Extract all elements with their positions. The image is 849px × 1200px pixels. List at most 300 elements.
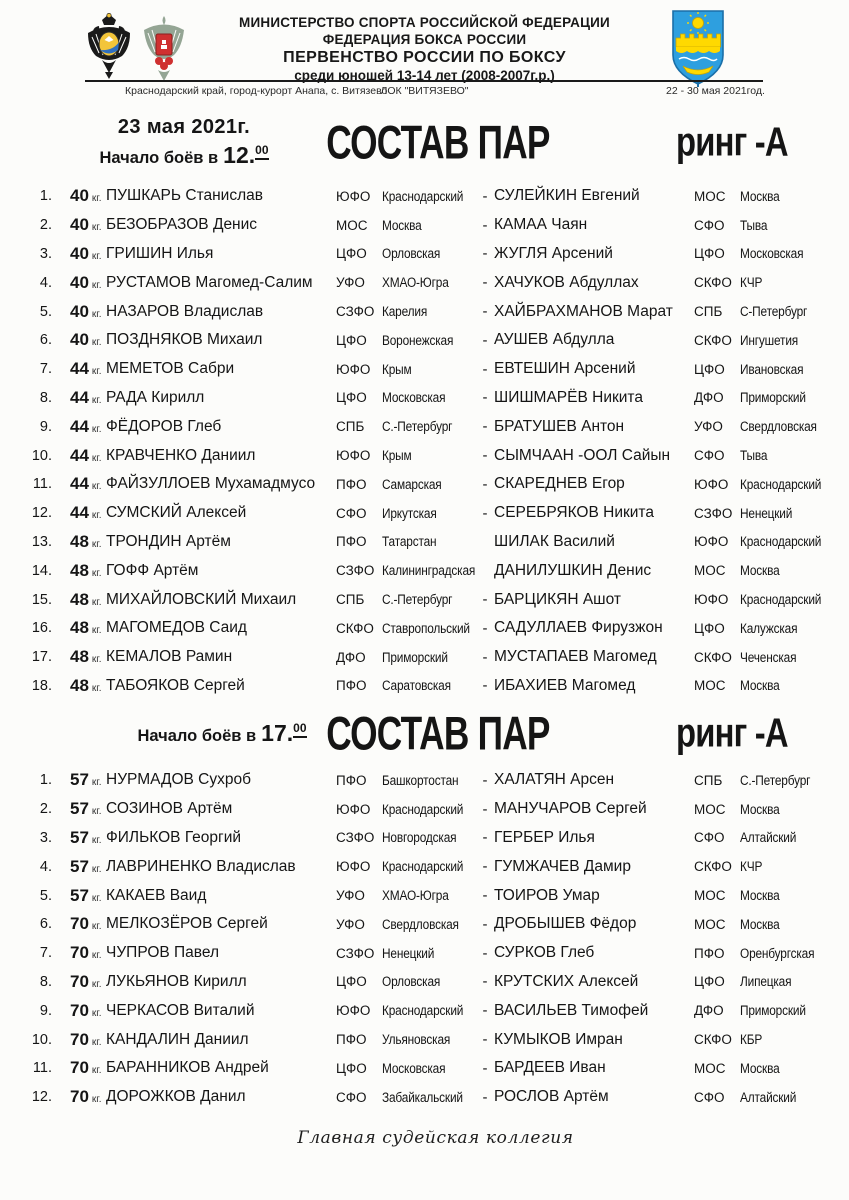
red-region-area: С.-Петербург (382, 419, 453, 435)
session-start-time (99, 142, 268, 169)
federation-title-block (175, 15, 674, 84)
weight-value: 70 (70, 1087, 89, 1107)
blue-corner-name: СУРКОВ Глеб (494, 944, 595, 962)
blue-corner-region (694, 506, 846, 521)
bout-row (26, 795, 849, 824)
bout-row (26, 643, 849, 672)
weight-value: 48 (70, 589, 89, 609)
bout-row (26, 824, 849, 853)
bout-number: 5. (39, 303, 52, 320)
blue-region-code: ДФО (694, 390, 724, 406)
session-morning (0, 102, 849, 700)
versus-dash: - (482, 274, 488, 292)
blue-corner-name: ДРОБЫШЕВ Фёдор (494, 915, 637, 933)
blue-region-code: СФО (694, 830, 725, 846)
blue-region-area: Липецкая (740, 974, 792, 990)
red-corner-name: ЧУПРОВ Павел (106, 944, 219, 962)
red-region-code: ЮФО (336, 801, 371, 817)
weight-value: 48 (70, 647, 89, 667)
red-corner-name: ЧЕРКАСОВ Виталий (106, 1001, 255, 1019)
blue-region-code: ЦФО (694, 246, 725, 262)
red-region-code: ПФО (336, 1032, 367, 1048)
red-corner-region (336, 304, 476, 319)
blue-corner-region (694, 448, 846, 463)
weight-value: 44 (70, 474, 89, 494)
weight-unit: кг. (91, 921, 102, 933)
red-corner-name: КРАВЧЕНКО Даниил (106, 446, 256, 464)
weight-unit: кг. (91, 250, 102, 262)
weight-unit: кг. (91, 682, 102, 694)
blue-region-area: Ингушетия (740, 332, 799, 348)
weight-unit: кг. (91, 366, 102, 378)
weight-unit: кг. (91, 481, 102, 493)
red-corner-name: КАКАЕВ Ваид (106, 886, 207, 904)
bouts-list-morning (0, 182, 849, 700)
weight-unit: кг. (91, 806, 102, 818)
blue-region-code: МОС (694, 916, 726, 932)
blue-corner-name: СУЛЕЙКИН Евгений (494, 187, 640, 205)
blue-region-area: Тыва (740, 448, 768, 464)
red-region-area: Московская (382, 390, 446, 406)
weight-category (52, 676, 106, 696)
blue-corner-region (694, 678, 846, 693)
blue-corner-region (694, 333, 846, 348)
weight-unit: кг. (91, 863, 102, 875)
red-corner-name: ФАЙЗУЛЛОЕВ Мухамадмусо (106, 475, 316, 493)
weight-category (52, 886, 106, 906)
red-region-area: Приморский (382, 649, 448, 665)
blue-corner-region (694, 592, 846, 607)
weight-unit: кг. (91, 834, 102, 846)
versus-dash: - (482, 1088, 488, 1106)
red-corner-name: МИХАЙЛОВСКИЙ Михаил (106, 590, 297, 608)
weight-unit: кг. (91, 777, 102, 789)
weight-category (52, 1001, 106, 1021)
weight-category (52, 1058, 106, 1078)
blue-corner-name: РОСЛОВ Артём (494, 1088, 609, 1106)
weight-category (52, 857, 106, 877)
blue-region-area: Москва (740, 188, 780, 204)
blue-region-area: Москва (740, 678, 780, 694)
championship-title: ПЕРВЕНСТВО РОССИИ ПО БОКСУ (283, 49, 566, 66)
red-region-code: ЮФО (336, 361, 371, 377)
weight-unit: кг. (91, 394, 102, 406)
bout-number: 8. (39, 389, 52, 406)
blue-corner-name: БАРЦИКЯН Ашот (494, 590, 621, 608)
versus-dash: - (482, 331, 488, 349)
weight-unit: кг. (91, 452, 102, 464)
red-corner-region (336, 974, 476, 989)
red-corner-region (336, 859, 476, 874)
blue-corner-region (694, 888, 846, 903)
event-location: Краснодарский край, город-курорт Анапа, с. Витязево (125, 85, 388, 97)
blue-region-code: СКФО (694, 859, 732, 875)
blue-corner-name: ШИШМАРЁВ Никита (494, 388, 643, 406)
blue-corner-name: МУСТАПАЕВ Магомед (494, 648, 657, 666)
blue-corner-name: ДАНИЛУШКИН Денис (494, 561, 652, 579)
red-corner-name: ТРОНДИН Артём (106, 532, 231, 550)
weight-category (52, 215, 106, 235)
blue-corner-region (694, 189, 846, 204)
weight-category (52, 914, 106, 934)
weight-value: 48 (70, 560, 89, 580)
red-corner-region (336, 1090, 476, 1105)
blue-region-area: Москва (740, 563, 780, 579)
weight-category (52, 503, 106, 523)
red-region-area: С.-Петербург (382, 592, 453, 608)
red-corner-name: РАДА Кирилл (106, 388, 205, 406)
red-region-area: Калининградская (382, 563, 476, 579)
blue-corner-name: ИБАХИЕВ Магомед (494, 676, 636, 694)
red-region-area: Татарстан (382, 534, 437, 550)
blue-corner-name: СЫМЧААН -ООЛ Сайын (494, 446, 671, 464)
weight-category (52, 943, 106, 963)
red-corner-region (336, 333, 476, 348)
red-region-area: Ставропольский (382, 620, 470, 636)
session-morning-header (0, 102, 849, 182)
red-region-code: УФО (336, 888, 365, 904)
red-region-area: Краснодарский (382, 801, 464, 817)
red-corner-name: ДОРОЖКОВ Данил (106, 1088, 246, 1106)
bout-number: 12. (31, 1089, 52, 1106)
blue-corner-name: ХАЛАТЯН Арсен (494, 771, 615, 789)
red-region-area: Московская (382, 1060, 446, 1076)
red-corner-region (336, 1003, 476, 1018)
bout-row (26, 412, 849, 441)
red-corner-region (336, 650, 476, 665)
weight-value: 40 (70, 186, 89, 206)
blue-region-area: КБР (740, 1032, 763, 1048)
versus-dash: - (482, 677, 488, 695)
weight-unit: кг. (91, 279, 102, 291)
versus-dash: - (482, 1059, 488, 1077)
red-region-code: ПФО (336, 534, 367, 550)
blue-corner-region (694, 563, 846, 578)
red-region-code: ЦФО (336, 1060, 367, 1076)
blue-corner-name: МАНУЧАРОВ Сергей (494, 800, 647, 818)
red-corner-region (336, 506, 476, 521)
red-corner-region (336, 917, 476, 932)
blue-corner-region (694, 477, 846, 492)
blue-region-area: С-Петербург (740, 304, 808, 320)
weight-category (52, 330, 106, 350)
versus-dash: - (482, 973, 488, 991)
weight-category (52, 186, 106, 206)
weight-value: 70 (70, 914, 89, 934)
weight-value: 44 (70, 416, 89, 436)
red-corner-region (336, 946, 476, 961)
red-corner-name: НУРМАДОВ Сухроб (106, 771, 251, 789)
bout-number: 9. (39, 1002, 52, 1019)
red-corner-region (336, 592, 476, 607)
red-corner-name: ГОФФ Артём (106, 561, 199, 579)
versus-dash: - (482, 360, 488, 378)
red-corner-region (336, 802, 476, 817)
blue-corner-region (694, 802, 846, 817)
red-corner-name: БЕЗОБРАЗОВ Денис (106, 216, 258, 234)
versus-dash: - (482, 245, 488, 263)
blue-region-code: ЮФО (694, 592, 729, 608)
red-region-code: ЦФО (336, 390, 367, 406)
blue-region-code: СКФО (694, 332, 732, 348)
start-hour: 17. (261, 719, 294, 746)
weight-unit: кг. (91, 625, 102, 637)
weight-value: 48 (70, 531, 89, 551)
versus-dash: - (482, 216, 488, 234)
versus-dash: - (482, 504, 488, 522)
red-corner-name: БАРАННИКОВ Андрей (106, 1059, 269, 1077)
blue-region-code: МОС (694, 563, 726, 579)
weight-value: 44 (70, 445, 89, 465)
red-corner-name: ГРИШИН Илья (106, 244, 214, 262)
bout-row (26, 326, 849, 355)
weight-unit: кг. (91, 222, 102, 234)
blue-corner-name: САДУЛЛАЕВ Фирузжон (494, 619, 663, 637)
bout-row (26, 441, 849, 470)
bout-number: 13. (31, 533, 52, 550)
weight-category (52, 446, 106, 466)
red-region-area: Свердловская (382, 916, 459, 932)
bouts-list-evening (0, 766, 849, 1112)
session-evening (0, 700, 849, 1112)
weight-category (52, 618, 106, 638)
blue-region-area: Москва (740, 1060, 780, 1076)
red-region-code: СФО (336, 1089, 367, 1105)
weight-value: 57 (70, 799, 89, 819)
weight-category (52, 302, 106, 322)
pairs-title: СОСТАВ ПАР (325, 115, 550, 169)
blue-corner-name: БАРДЕЕВ Иван (494, 1059, 606, 1077)
bout-row (26, 1083, 849, 1112)
red-region-code: ПФО (336, 476, 367, 492)
red-region-code: СКФО (336, 620, 374, 636)
bout-row (26, 470, 849, 499)
event-location-row (0, 85, 849, 100)
weight-category (52, 1030, 106, 1050)
bout-row (26, 996, 849, 1025)
weight-value: 44 (70, 387, 89, 407)
red-corner-name: ЛУКЬЯНОВ Кирилл (106, 972, 247, 990)
weight-unit: кг. (91, 510, 102, 522)
ring-label: ринг -А (676, 118, 788, 165)
bout-number: 6. (39, 332, 52, 349)
weight-unit: кг. (91, 567, 102, 579)
weight-category (52, 561, 106, 581)
blue-region-code: МОС (694, 678, 726, 694)
weight-unit: кг. (91, 423, 102, 435)
bout-number: 4. (39, 274, 52, 291)
red-region-code: ЮФО (336, 188, 371, 204)
blue-corner-region (694, 362, 846, 377)
red-region-code: СЗФО (336, 563, 375, 579)
blue-corner-region (694, 218, 846, 233)
versus-dash: - (482, 418, 488, 436)
blue-corner-name: АУШЕВ Абдулла (494, 331, 615, 349)
red-corner-name: КАНДАЛИН Даниил (106, 1030, 249, 1048)
weight-category (52, 972, 106, 992)
age-group-line: среди юношей 13-14 лет (2008-2007г.р.) (294, 68, 555, 83)
weight-value: 70 (70, 971, 89, 991)
blue-region-area: Краснодарский (740, 534, 822, 550)
bout-row (26, 766, 849, 795)
blue-region-code: СКФО (694, 1032, 732, 1048)
versus-dash: - (482, 447, 488, 465)
red-corner-name: СУМСКИЙ Алексей (106, 504, 247, 522)
bout-number: 1. (39, 188, 52, 205)
red-corner-name: МЕМЕТОВ Сабри (106, 360, 235, 378)
start-minutes: 00 (293, 721, 306, 738)
start-label: Начало боёв в (99, 148, 219, 167)
weight-value: 40 (70, 301, 89, 321)
bout-number: 18. (31, 677, 52, 694)
blue-region-code: СЗФО (694, 505, 733, 521)
bout-number: 2. (39, 217, 52, 234)
red-region-code: СЗФО (336, 945, 375, 961)
weight-category (52, 359, 106, 379)
red-corner-name: ЛАВРИНЕНКО Владислав (106, 857, 296, 875)
red-region-code: ПФО (336, 678, 367, 694)
weight-value: 40 (70, 243, 89, 263)
bout-number: 15. (31, 591, 52, 608)
blue-region-code: СКФО (694, 649, 732, 665)
weight-unit: кг. (91, 308, 102, 320)
ministry-line: МИНИСТЕРСТВО СПОРТА РОССИЙСКОЙ ФЕДЕРАЦИИ (239, 15, 610, 30)
red-region-area: Краснодарский (382, 859, 464, 875)
blue-region-area: Москва (740, 888, 780, 904)
blue-region-code: ЦФО (694, 361, 725, 377)
red-region-area: Ульяновская (382, 1032, 451, 1048)
red-region-area: Москва (382, 217, 422, 233)
bout-row (26, 528, 849, 557)
weight-category (52, 532, 106, 552)
bout-row (26, 585, 849, 614)
red-corner-name: ФЁДОРОВ Глеб (106, 417, 222, 435)
red-corner-name: НАЗАРОВ Владислав (106, 302, 264, 320)
blue-corner-region (694, 304, 846, 319)
session-evening-header (0, 700, 849, 766)
blue-region-area: Чеченская (740, 649, 797, 665)
session-start-time (137, 720, 306, 747)
weight-category (52, 647, 106, 667)
versus-dash: - (482, 591, 488, 609)
blue-corner-region (694, 1061, 846, 1076)
blue-region-area: С.-Петербург (740, 772, 811, 788)
blue-corner-region (694, 946, 846, 961)
blue-region-code: СПБ (694, 772, 723, 788)
blue-region-code: МОС (694, 188, 726, 204)
blue-region-code: СФО (694, 1089, 725, 1105)
blue-corner-region (694, 650, 846, 665)
blue-corner-name: ВАСИЛЬЕВ Тимофей (494, 1001, 649, 1019)
bout-number: 8. (39, 973, 52, 990)
weight-value: 57 (70, 827, 89, 847)
versus-dash: - (482, 389, 488, 407)
red-region-area: Краснодарский (382, 1003, 464, 1019)
red-region-code: МОС (336, 217, 368, 233)
versus-dash: - (482, 619, 488, 637)
event-venue: ЛОК "ВИТЯЗЕВО" (380, 85, 469, 97)
red-region-area: Забайкальский (382, 1089, 463, 1105)
red-region-area: ХМАО-Югра (382, 275, 449, 291)
red-corner-region (336, 189, 476, 204)
red-region-area: Башкортостан (382, 772, 459, 788)
weight-unit: кг. (91, 193, 102, 205)
blue-region-code: СФО (694, 448, 725, 464)
red-region-code: ЮФО (336, 859, 371, 875)
bout-number: 11. (32, 1060, 52, 1077)
weight-unit: кг. (91, 596, 102, 608)
red-region-area: Новгородская (382, 830, 457, 846)
bout-number: 11. (32, 476, 52, 493)
blue-corner-region (694, 1003, 846, 1018)
blue-corner-region (694, 534, 846, 549)
bout-row (26, 1025, 849, 1054)
versus-dash: - (482, 800, 488, 818)
blue-corner-name: КРУТСКИХ Алексей (494, 972, 639, 990)
red-corner-region (336, 534, 476, 549)
weight-value: 57 (70, 885, 89, 905)
red-corner-name: ФИЛЬКОВ Георгий (106, 828, 242, 846)
weight-value: 40 (70, 272, 89, 292)
blue-region-area: КЧР (740, 859, 763, 875)
bout-number: 12. (31, 505, 52, 522)
bout-row (26, 852, 849, 881)
bout-number: 9. (39, 418, 52, 435)
versus-dash: - (482, 858, 488, 876)
red-region-code: СЗФО (336, 304, 375, 320)
bout-row (26, 910, 849, 939)
blue-region-area: Краснодарский (740, 592, 822, 608)
versus-dash: - (482, 475, 488, 493)
weight-unit: кг. (91, 337, 102, 349)
versus-dash: - (482, 915, 488, 933)
versus-dash: - (482, 771, 488, 789)
blue-corner-name: КУМЫКОВ Имран (494, 1030, 623, 1048)
weight-value: 70 (70, 1058, 89, 1078)
red-corner-name: ПОЗДНЯКОВ Михаил (106, 331, 263, 349)
red-corner-region (336, 275, 476, 290)
red-corner-name: МАГОМЕДОВ Саид (106, 619, 247, 637)
weight-category (52, 474, 106, 494)
ring-label: ринг -А (676, 709, 788, 756)
bout-number: 10. (31, 447, 52, 464)
header-divider (85, 80, 763, 82)
red-region-area: ХМАО-Югра (382, 888, 449, 904)
versus-dash: - (482, 648, 488, 666)
weight-category (52, 799, 106, 819)
blue-region-area: Свердловская (740, 419, 817, 435)
blue-corner-name: ХАЙБРАХМАНОВ Марат (494, 302, 673, 320)
blue-region-code: СФО (694, 217, 725, 233)
weight-value: 44 (70, 359, 89, 379)
red-region-code: ЮФО (336, 448, 371, 464)
bout-number: 3. (39, 245, 52, 262)
blue-corner-name: ТОИРОВ Умар (494, 886, 600, 904)
start-hour: 12. (223, 141, 256, 168)
red-region-area: Иркутская (382, 505, 437, 521)
bout-row (26, 968, 849, 997)
bout-number: 7. (39, 361, 52, 378)
weight-category (52, 828, 106, 848)
event-dates: 22 - 30 мая 2021год. (666, 85, 765, 97)
blue-corner-name: ГУМЖАЧЕВ Дамир (494, 857, 631, 875)
red-region-area: Крым (382, 361, 412, 377)
bout-number: 10. (31, 1031, 52, 1048)
versus-dash: - (482, 944, 488, 962)
ministry-of-sport-emblem-icon (86, 12, 132, 89)
red-region-code: СЗФО (336, 830, 375, 846)
blue-corner-region (694, 917, 846, 932)
